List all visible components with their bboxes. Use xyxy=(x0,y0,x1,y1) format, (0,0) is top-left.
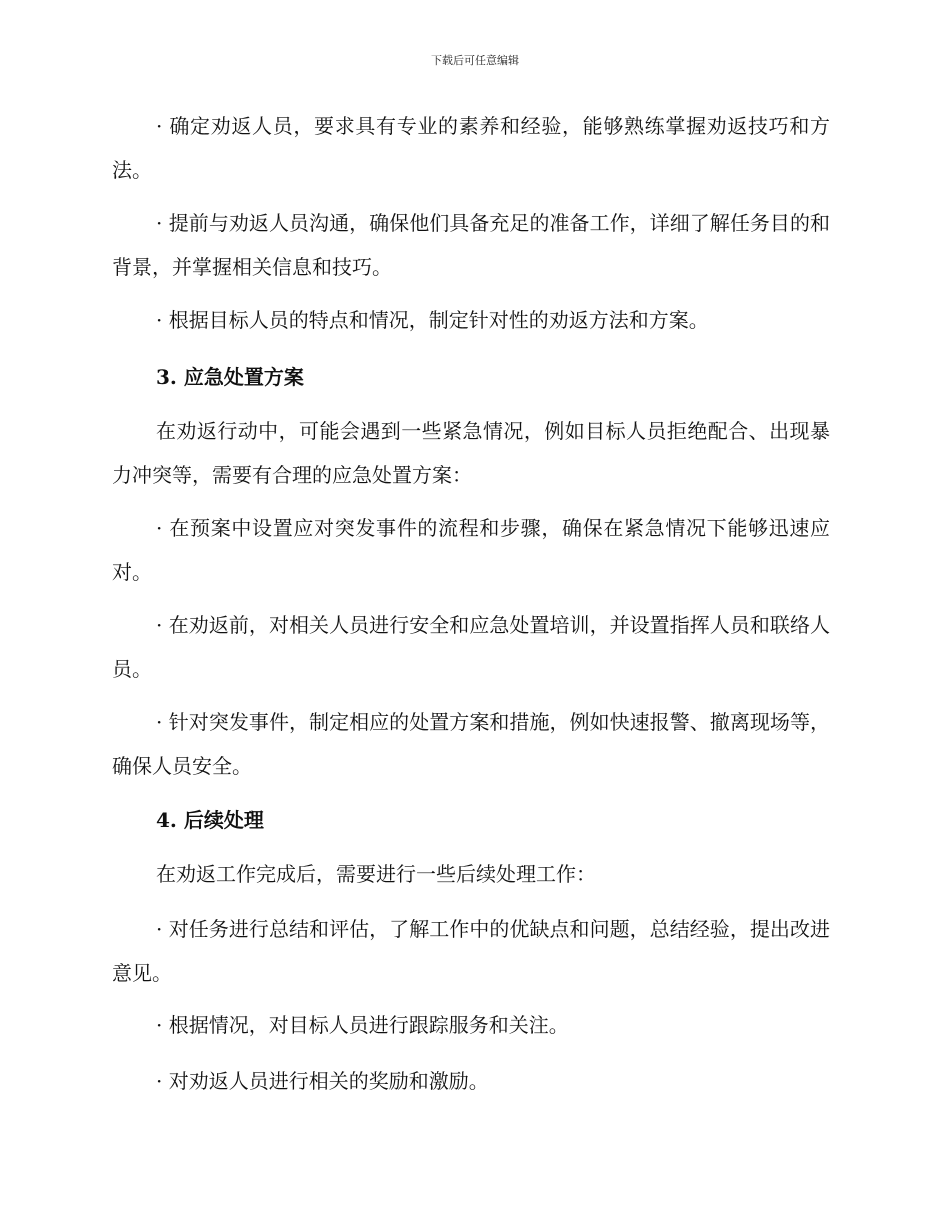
paragraph-emergency-training: · 在劝返前，对相关人员进行安全和应急处置培训，并设置指挥人员和联络人员。 xyxy=(112,613,830,681)
paragraph-communicate-staff: · 提前与劝返人员沟通，确保他们具备充足的准备工作，详细了解任务目的和背景，并掌握相关信息和技巧。 xyxy=(112,211,830,279)
paragraph-emergency-intro: 在劝返行动中，可能会遇到一些紧急情况，例如目标人员拒绝配合、出现暴力冲突等，需要有合理的应急处置方案： xyxy=(112,419,830,487)
paragraph-followup-intro: 在劝返工作完成后，需要进行一些后续处理工作： xyxy=(156,862,596,886)
paragraph-targeted-method: · 根据目标人员的特点和情况，制定针对性的劝返方法和方案。 xyxy=(156,308,709,332)
paragraph-emergency-procedure: · 在预案中设置应对突发事件的流程和步骤，确保在紧急情况下能够迅速应对。 xyxy=(112,516,830,584)
section-heading-followup: 4. 后续处理 xyxy=(156,808,264,832)
section-heading-emergency: 3. 应急处置方案 xyxy=(156,365,304,389)
paragraph-followup-reward: · 对劝返人员进行相关的奖励和激励。 xyxy=(156,1069,489,1093)
paragraph-followup-tracking: · 根据情况，对目标人员进行跟踪服务和关注。 xyxy=(156,1013,569,1037)
paragraph-emergency-measures: · 针对突发事件，制定相应的处置方案和措施，例如快速报警、撤离现场等，确保人员安全。 xyxy=(112,710,830,778)
page-header: 下载后可任意编辑 xyxy=(431,54,519,67)
paragraph-select-staff: · 确定劝返人员，要求具有专业的素养和经验，能够熟练掌握劝返技巧和方法。 xyxy=(112,114,830,182)
paragraph-followup-summary: · 对任务进行总结和评估，了解工作中的优缺点和问题，总结经验，提出改进意见。 xyxy=(112,917,830,985)
